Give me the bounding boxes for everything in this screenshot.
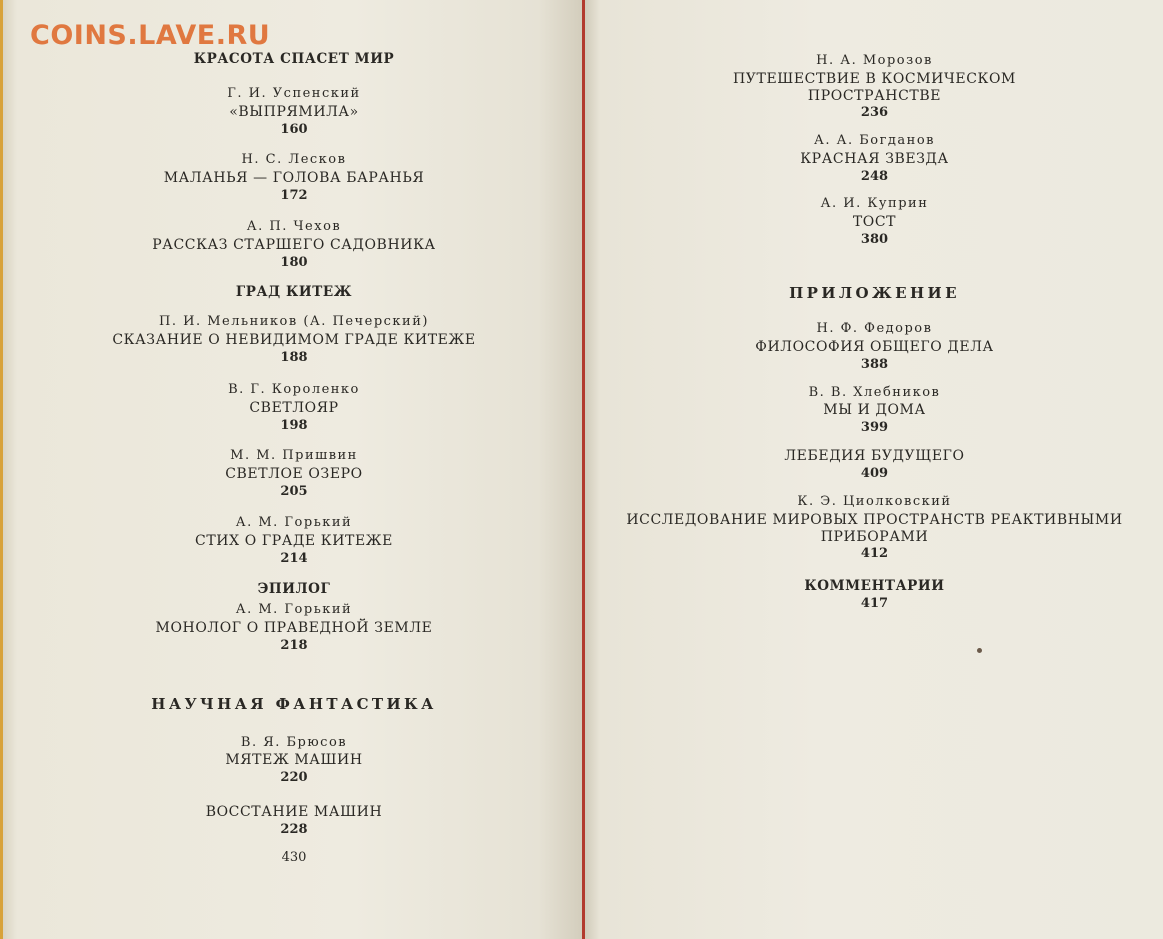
toc-title-puteshestvie-line2: ПРОСТРАНСТВЕ (807, 88, 942, 104)
toc-heading-grad-kitezh: ГРАД КИТЕЖ (235, 284, 353, 300)
toc-page-218: 218 (280, 638, 308, 653)
toc-page-380: 380 (860, 232, 889, 247)
toc-author-gorky-2: А. М. Горький (235, 602, 353, 617)
toc-author-korolenko: В. Г. Короленко (228, 382, 360, 397)
toc-title-my-i-doma: МЫ И ДОМА (823, 402, 926, 418)
toc-title-filosofiya: ФИЛОСОФИЯ ОБЩЕГО ДЕЛА (755, 339, 994, 355)
toc-author-bogdanov: А. А. Богданов (814, 133, 935, 148)
right-page (582, 0, 1163, 939)
toc-author-khlebnikov: В. В. Хлебников (808, 385, 941, 400)
toc-author-bryusov: В. Я. Брюсов (240, 735, 348, 750)
toc-page-198: 198 (280, 418, 308, 433)
toc-author-prishvin: М. М. Пришвин (230, 448, 358, 463)
toc-author-tsiolkovsky: К. Э. Циолковский (797, 494, 952, 509)
toc-page-180: 180 (280, 255, 308, 270)
toc-page-399: 399 (860, 420, 889, 435)
toc-author-kuprin: А. И. Куприн (820, 196, 929, 211)
toc-author-leskov: Н. С. Лесков (241, 152, 347, 167)
toc-page-172: 172 (280, 188, 308, 203)
toc-author-melnikov: П. И. Мельников (А. Печерский) (159, 314, 429, 329)
toc-page-236: 236 (860, 105, 889, 120)
toc-title-issledovanie: ИССЛЕДОВАНИЕ МИРОВЫХ ПРОСТРАНСТВ РЕАКТИВНЫМИ (626, 512, 1123, 528)
toc-page-417: 417 (860, 596, 889, 611)
toc-page-160: 160 (280, 122, 308, 137)
toc-title-skazanie: СКАЗАНИЕ О НЕВИДИМОМ ГРАДЕ КИТЕЖЕ (112, 332, 476, 348)
toc-page-228: 228 (280, 822, 308, 837)
toc-heading-krasota: КРАСОТА СПАСЕТ МИР (193, 51, 395, 67)
toc-section-prilozhenie: ПРИЛОЖЕНИЕ (789, 284, 960, 302)
watermark-text: COINS.LAVE.RU (30, 20, 271, 51)
toc-author-chekhov: А. П. Чехов (246, 219, 342, 234)
toc-heading-kommentarii: КОММЕНТАРИИ (804, 578, 945, 594)
toc-title-monolog: МОНОЛОГ О ПРАВЕДНОЙ ЗЕМЛЕ (155, 620, 433, 636)
toc-author-gorky-1: А. М. Горький (235, 515, 353, 530)
folio-page-number: 430 (281, 850, 307, 865)
toc-title-puteshestvie: ПУТЕШЕСТВИЕ В КОСМИЧЕСКОМ (732, 71, 1016, 87)
toc-title-issledovanie-line2: ПРИБОРАМИ (820, 529, 929, 545)
toc-page-188: 188 (280, 350, 308, 365)
toc-title-tost: ТОСТ (852, 214, 897, 230)
toc-title-myatezh: МЯТЕЖ МАШИН (225, 752, 363, 768)
toc-page-412: 412 (860, 546, 889, 561)
toc-title-vypryamila: «ВЫПРЯМИЛА» (229, 104, 359, 120)
toc-title-vosstanie: ВОССТАНИЕ МАШИН (205, 804, 383, 820)
toc-author-morozov: Н. А. Морозов (816, 53, 933, 68)
toc-page-214: 214 (280, 551, 308, 566)
toc-author-fedorov: Н. Ф. Федоров (816, 321, 933, 336)
ink-spot (977, 648, 982, 653)
toc-page-248: 248 (860, 169, 889, 184)
toc-title-stikh: СТИХ О ГРАДЕ КИТЕЖЕ (195, 533, 393, 549)
toc-title-krasnaya-zvezda: КРАСНАЯ ЗВЕЗДА (800, 151, 949, 167)
toc-author-uspensky: Г. И. Успенский (227, 86, 361, 101)
toc-section-nauchnaya-fantastika: НАУЧНАЯ ФАНТАСТИКА (151, 695, 437, 713)
toc-title-malanya: МАЛАНЬЯ — ГОЛОВА БАРАНЬЯ (163, 170, 425, 186)
toc-title-svetloyar: СВЕТЛОЯР (249, 400, 339, 416)
toc-page-220: 220 (280, 770, 308, 785)
toc-page-205: 205 (280, 484, 308, 499)
toc-title-svetloe-ozero: СВЕТЛОЕ ОЗЕРО (225, 466, 363, 482)
toc-title-lebediya: ЛЕБЕДИЯ БУДУЩЕГО (784, 448, 965, 464)
toc-page-409: 409 (860, 466, 889, 481)
toc-title-rasskaz: РАССКАЗ СТАРШЕГО САДОВНИКА (152, 237, 436, 253)
toc-page-388: 388 (860, 357, 889, 372)
book-spine-edge (582, 0, 585, 939)
toc-heading-epilog: ЭПИЛОГ (257, 581, 331, 597)
